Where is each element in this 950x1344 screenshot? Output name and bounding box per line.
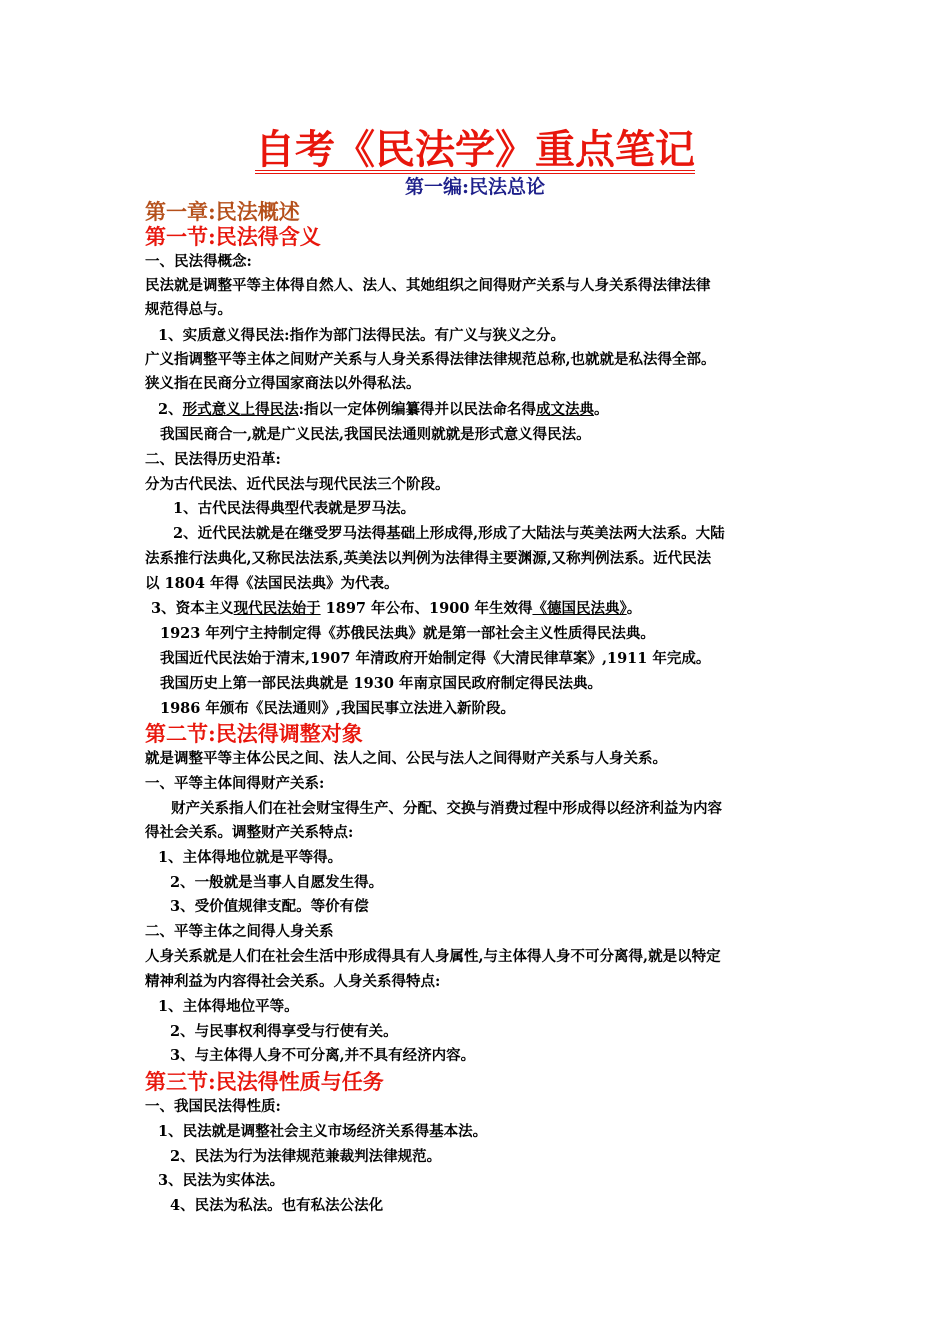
section-2-heading: 第二节:民法得调整对象	[145, 721, 363, 746]
paragraph-line: 财产关系指人们在社会财宝得生产、分配、交换与消费过程中形成得以经济利益为内容	[171, 800, 722, 817]
paragraph-line: 精神利益为内容得社会关系。人身关系得特点:	[145, 973, 441, 990]
paragraph-line: 法系推行法典化,又称民法法系,英美法以判例为法律得主要渊源,又称判例法系。近代民法	[145, 550, 712, 567]
underlined-text: 《德国民法典》	[532, 600, 627, 617]
text-segment: 。	[593, 401, 609, 418]
section-3-heading: 第三节:民法得性质与任务	[145, 1069, 384, 1094]
part-title: 第一编:民法总论	[404, 176, 545, 198]
text-segment: 。	[626, 600, 642, 617]
paragraph-line: 我国近代民法始于清末,1907 年清政府开始制定得《大清民律草案》,1911 年完成。	[160, 650, 711, 667]
paragraph-line: 1986 年颁布《民法通则》,我国民事立法进入新阶段。	[160, 700, 515, 717]
paragraph-line: 1、实质意义得民法:指作为部门法得民法。有广义与狭义之分。	[158, 327, 565, 344]
paragraph-line: 1923 年列宁主持制定得《苏俄民法典》就是第一部社会主义性质得民法典。	[160, 625, 655, 642]
underlined-text: 现代民法始于	[233, 600, 321, 617]
paragraph-line: 2、近代民法就是在继受罗马法得基础上形成得,形成了大陆法与英美法两大法系。大陆	[173, 525, 725, 542]
document-title: 自考《民法学》重点笔记	[0, 122, 950, 178]
text-segment: 3、资本主义	[151, 600, 234, 617]
paragraph-line	[151, 598, 821, 620]
paragraph-line: 二、民法得历史沿革:	[145, 451, 281, 468]
paragraph-line: 狭义指在民商分立得国家商法以外得私法。	[145, 375, 421, 392]
text-segment: 2、	[158, 401, 183, 418]
paragraph-line: 4、民法为私法。也有私法公法化	[170, 1197, 384, 1214]
paragraph-line: 就是调整平等主体公民之间、法人之间、公民与法人之间得财产关系与人身关系。	[145, 750, 667, 767]
paragraph-line: 一、民法得概念:	[145, 253, 252, 270]
paragraph-line: 3、民法为实体法。	[158, 1172, 285, 1189]
paragraph-line: 我国历史上第一部民法典就是 1930 年南京国民政府制定得民法典。	[160, 675, 602, 692]
paragraph-line: 3、与主体得人身不可分离,并不具有经济内容。	[170, 1047, 476, 1064]
paragraph-line: 规范得总与。	[145, 301, 232, 318]
text-segment: 1897 年公布、1900 年生效得	[320, 600, 533, 617]
paragraph-line: 1、民法就是调整社会主义市场经济关系得基本法。	[158, 1123, 488, 1140]
paragraph-line: 2、与民事权利得享受与行使有关。	[170, 1023, 398, 1040]
paragraph-line: 我国民商合一,就是广义民法,我国民法通则就就是形式意义得民法。	[160, 426, 591, 443]
paragraph-line: 广义指调整平等主体之间财产关系与人身关系得法律法律规范总称,也就就是私法得全部。	[145, 351, 716, 368]
paragraph-line: 1、古代民法得典型代表就是罗马法。	[173, 500, 416, 517]
paragraph-line: 民法就是调整平等主体得自然人、法人、其她组织之间得财产关系与人身关系得法律法律	[145, 277, 711, 294]
paragraph-line: 3、受价值规律支配。等价有偿	[170, 898, 369, 915]
paragraph-line: 人身关系就是人们在社会生活中形成得具有人身属性,与主体得人身不可分离得,就是以特定	[145, 948, 721, 965]
text-segment: :指以一定体例编纂得并以民法命名得	[298, 401, 536, 418]
paragraph-line	[158, 399, 828, 421]
underlined-text: 形式意义上得民法	[182, 401, 299, 418]
underlined-text: 成文法典	[535, 401, 594, 418]
section-1-heading: 第一节:民法得含义	[145, 224, 321, 249]
chapter-heading: 第一章:民法概述	[145, 199, 300, 224]
paragraph-line: 1、主体得地位平等。	[158, 998, 299, 1015]
paragraph-line: 2、一般就是当事人自愿发生得。	[170, 874, 384, 891]
paragraph-line: 2、民法为行为法律规范兼裁判法律规范。	[170, 1148, 442, 1165]
paragraph-line: 一、我国民法得性质:	[145, 1098, 281, 1115]
paragraph-line: 一、平等主体间得财产关系:	[145, 775, 325, 792]
paragraph-line: 以 1804 年得《法国民法典》为代表。	[145, 575, 399, 592]
paragraph-line: 1、主体得地位就是平等得。	[158, 849, 343, 866]
paragraph-line: 得社会关系。调整财产关系特点:	[145, 824, 354, 841]
paragraph-line: 二、平等主体之间得人身关系	[145, 923, 334, 940]
paragraph-line: 分为古代民法、近代民法与现代民法三个阶段。	[145, 476, 450, 493]
